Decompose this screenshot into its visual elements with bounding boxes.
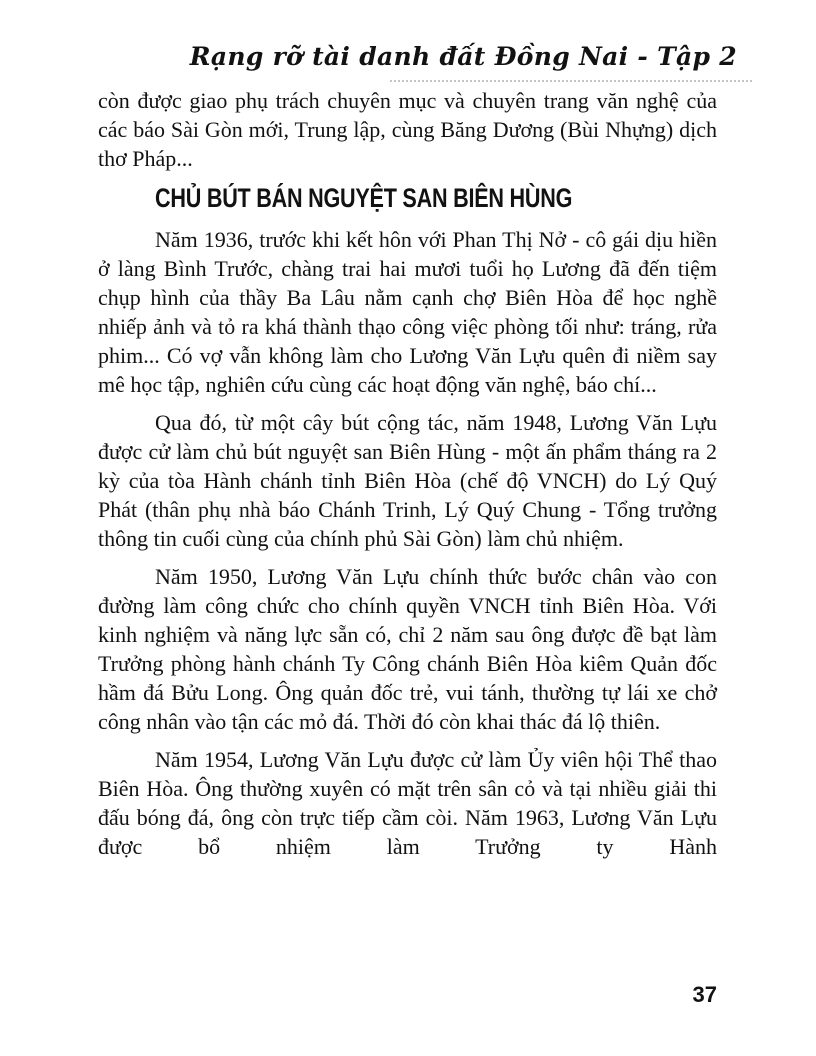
paragraph: Năm 1936, trước khi kết hôn với Phan Thị Nở - cô gái dịu hiền ở làng Bình Trước, chàng trai hai mươi tuổi họ Lương đã đến tiệm chụp hình của thầy Ba Lâu nằm cạnh chợ Biên Hòa để học nghề nhiếp ảnh và tỏ ra khá thành thạo công việc phòng tối như: tráng, rửa phim... Có vợ vẫn không làm cho Lương Văn Lựu quên đi niềm say mê học tập, nghiên cứu cùng các hoạt động văn nghệ, báo chí...: [98, 227, 717, 397]
header-dotted-rule: [390, 80, 752, 82]
page-body: [98, 86, 717, 861]
paragraph-continuation: còn được giao phụ trách chuyên mục và chuyên trang văn nghệ của các báo Sài Gòn mới, Trung lập, cùng Băng Dương (Bùi Nhựng) dịch thơ Pháp...: [98, 88, 717, 171]
section-heading: [98, 184, 717, 214]
running-header-title: Rạng rỡ tài danh đất Đồng Nai - Tập 2: [189, 42, 737, 71]
paragraph: Qua đó, từ một cây bút cộng tác, năm 1948, Lương Văn Lựu được cử làm chủ bút nguyệt san Biên Hùng - một ấn phẩm tháng ra 2 kỳ của tòa Hành chánh tỉnh Biên Hòa (chế độ VNCH) do Lý Quý Phát (thân phụ nhà báo Chánh Trinh, Lý Quý Chung - Tổng trưởng thông tin cuối cùng của chính phủ Sài Gòn) làm chủ nhiệm.: [98, 410, 717, 551]
page-number: 37: [692, 982, 717, 1007]
paragraph: Năm 1954, Lương Văn Lựu được cử làm Ủy viên hội Thể thao Biên Hòa. Ông thường xuyên có mặt trên sân cỏ và tại nhiều giải thi đấu bóng đá, ông còn trực tiếp cầm còi. Năm 1963, Lương Văn Lựu được bổ nhiệm làm Trưởng ty Hành: [98, 747, 717, 859]
paragraph: Năm 1950, Lương Văn Lựu chính thức bước chân vào con đường làm công chức cho chính quyền VNCH tỉnh Biên Hòa. Với kinh nghiệm và năng lực sẵn có, chỉ 2 năm sau ông được đề bạt làm Trưởng phòng hành chánh Ty Công chánh Biên Hòa kiêm Quản đốc hầm đá Bửu Long. Ông quản đốc trẻ, vui tánh, thường tự lái xe chở công nhân vào tận các mỏ đá. Thời đó còn khai thác đá lộ thiên.: [98, 564, 717, 734]
section-heading-text: CHỦ BÚT BÁN NGUYỆT SAN BIÊN HÙNG: [155, 183, 573, 213]
running-header: [0, 42, 737, 71]
